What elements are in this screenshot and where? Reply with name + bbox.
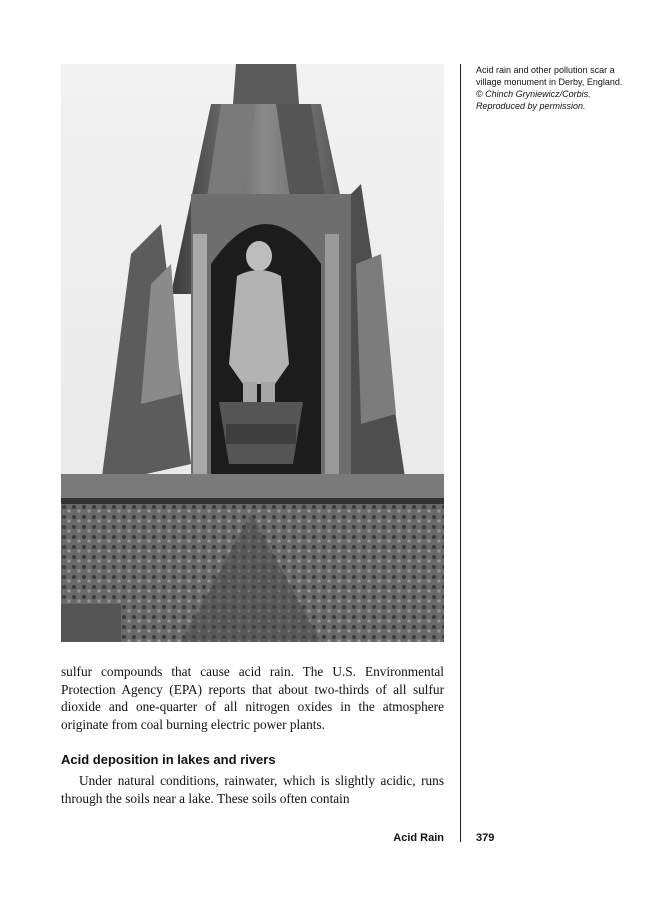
sidebar-divider (460, 64, 461, 842)
section-heading: Acid deposition in lakes and rivers (61, 752, 276, 767)
monument-photo (61, 64, 444, 642)
caption-credit: © Chinch Gryniewicz/Corbis. Reproduced by permission. (476, 89, 591, 111)
caption-text: Acid rain and other pollution scar a village monument in Derby, England. (476, 65, 623, 87)
page-number: 379 (476, 832, 495, 844)
body-paragraph: sulfur compounds that cause acid rain. The U.S. Environmental Protection Agency (EPA) reports that about two-thirds of all sulfur dioxide and one-quarter of all nitrogen oxides in the atmosphere originate from coal burning electric power plants. (61, 664, 444, 732)
body-paragraph: Under natural conditions, rainwater, which is slightly acidic, runs through the soils near a lake. These soils often contain (61, 773, 444, 806)
figure-caption (476, 64, 626, 112)
running-title: Acid Rain (393, 832, 444, 844)
